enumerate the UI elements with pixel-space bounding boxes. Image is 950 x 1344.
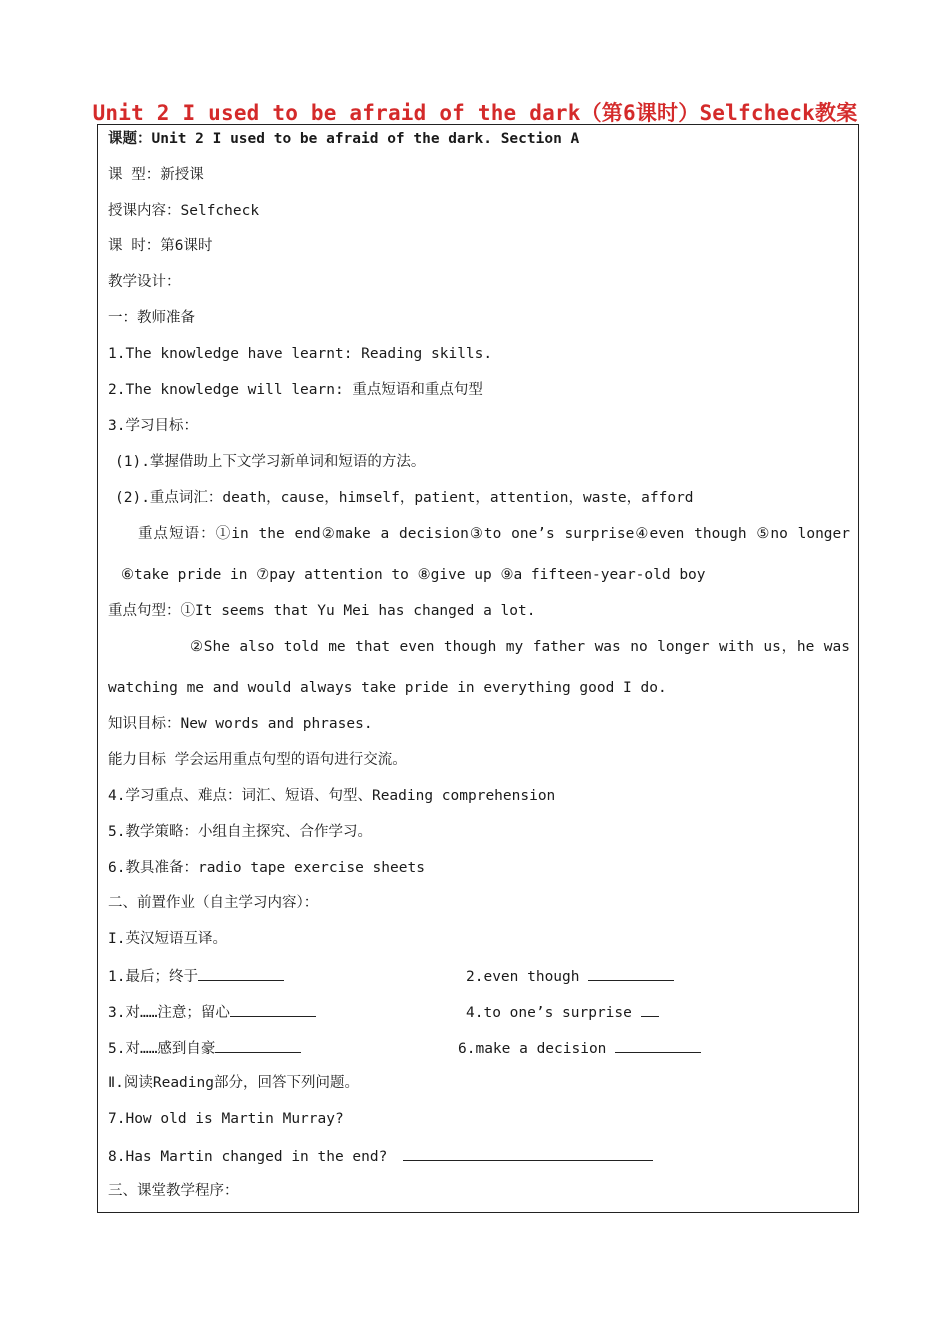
teaching-design-heading: 教学设计： [108,274,181,290]
lesson-period: 课 时：第6课时 [108,238,213,254]
exercise-reading-heading: Ⅱ.阅读Reading部分，回答下列问题。 [108,1075,359,1091]
section-classroom-procedure: 三、课堂教学程序： [108,1183,239,1199]
lesson-plan-box [97,124,859,1213]
key-sentences-line-2: ②She also told me that even though my father was no longer with us，he was [190,639,850,655]
question-8-text: 8.Has Martin changed in the end? [108,1149,388,1165]
answer-blank-5[interactable] [215,1038,301,1053]
question-1 [108,966,284,986]
knowledge-learnt: 1.The knowledge have learnt: Reading skills. [108,346,493,362]
goal-2-vocabulary: (2).重点词汇：death，cause，himself，patient，attention，waste，afford [115,490,694,506]
key-sentences-line-1: 重点句型：①It seems that Yu Mei has changed a lot. [108,603,536,619]
learning-goals-heading: 3.学习目标： [108,418,198,434]
key-phrases-line-2: ⑥take pride in ⑦pay attention to ⑧give up ⑨a fifteen-year-old boy [121,567,706,583]
answer-blank-2[interactable] [588,966,674,981]
teaching-aids: 6.教具准备：radio tape exercise sheets [108,860,425,876]
goal-1: (1).掌握借助上下文学习新单词和短语的方法。 [115,454,426,470]
key-phrases-line-1: 重点短语：①in the end②make a decision③to one’s surprise④even though ⑤no longer [138,526,850,542]
key-sentences-line-3: watching me and would always take pride in everything good I do. [108,680,667,696]
answer-blank-3[interactable] [230,1002,316,1017]
lesson-type: 课 型：新授课 [108,167,204,183]
answer-blank-8[interactable] [403,1146,653,1161]
question-2-text: 2.even though [466,969,580,985]
lesson-topic-text: 课题：Unit 2 I used to be afraid of the dark. Section A [108,131,580,147]
question-5-text: 5.对……感到自豪 [108,1041,216,1057]
question-7 [108,1110,344,1128]
question-8 [108,1146,653,1166]
exercise-translate-heading: I.英汉短语互译。 [108,931,227,947]
question-6 [458,1038,701,1058]
question-7-text: 7.How old is Martin Murray? [108,1111,344,1127]
section-teacher-prep: 一：教师准备 [108,310,195,326]
knowledge-goal: 知识目标：New words and phrases. [108,716,373,732]
key-difficult-points: 4.学习重点、难点：词汇、短语、句型、Reading comprehension [108,788,556,804]
question-5 [108,1038,301,1058]
question-4-text: 4.to one’s surprise [466,1005,632,1021]
page-title: Unit 2 I used to be afraid of the dark（第6课时）Selfcheck教案 [92,101,858,125]
lesson-content: 授课内容：Selfcheck [108,203,260,219]
question-1-text: 1.最后；终于 [108,969,198,985]
teaching-strategy: 5.教学策略：小组自主探究、合作学习。 [108,824,372,840]
question-3 [108,1002,316,1022]
answer-blank-1[interactable] [198,966,284,981]
question-6-text: 6.make a decision [458,1041,607,1057]
question-3-text: 3.对……注意；留心 [108,1005,230,1021]
answer-blank-6[interactable] [615,1038,701,1053]
lesson-topic [108,130,579,148]
question-4 [466,1002,659,1022]
ability-goal: 能力目标 学会运用重点句型的语句进行交流。 [108,752,407,768]
section-pre-homework: 二、前置作业（自主学习内容）： [108,895,319,911]
question-2 [466,966,674,986]
knowledge-will-learn: 2.The knowledge will learn: 重点短语和重点句型 [108,382,483,398]
answer-blank-4[interactable] [641,1002,659,1017]
